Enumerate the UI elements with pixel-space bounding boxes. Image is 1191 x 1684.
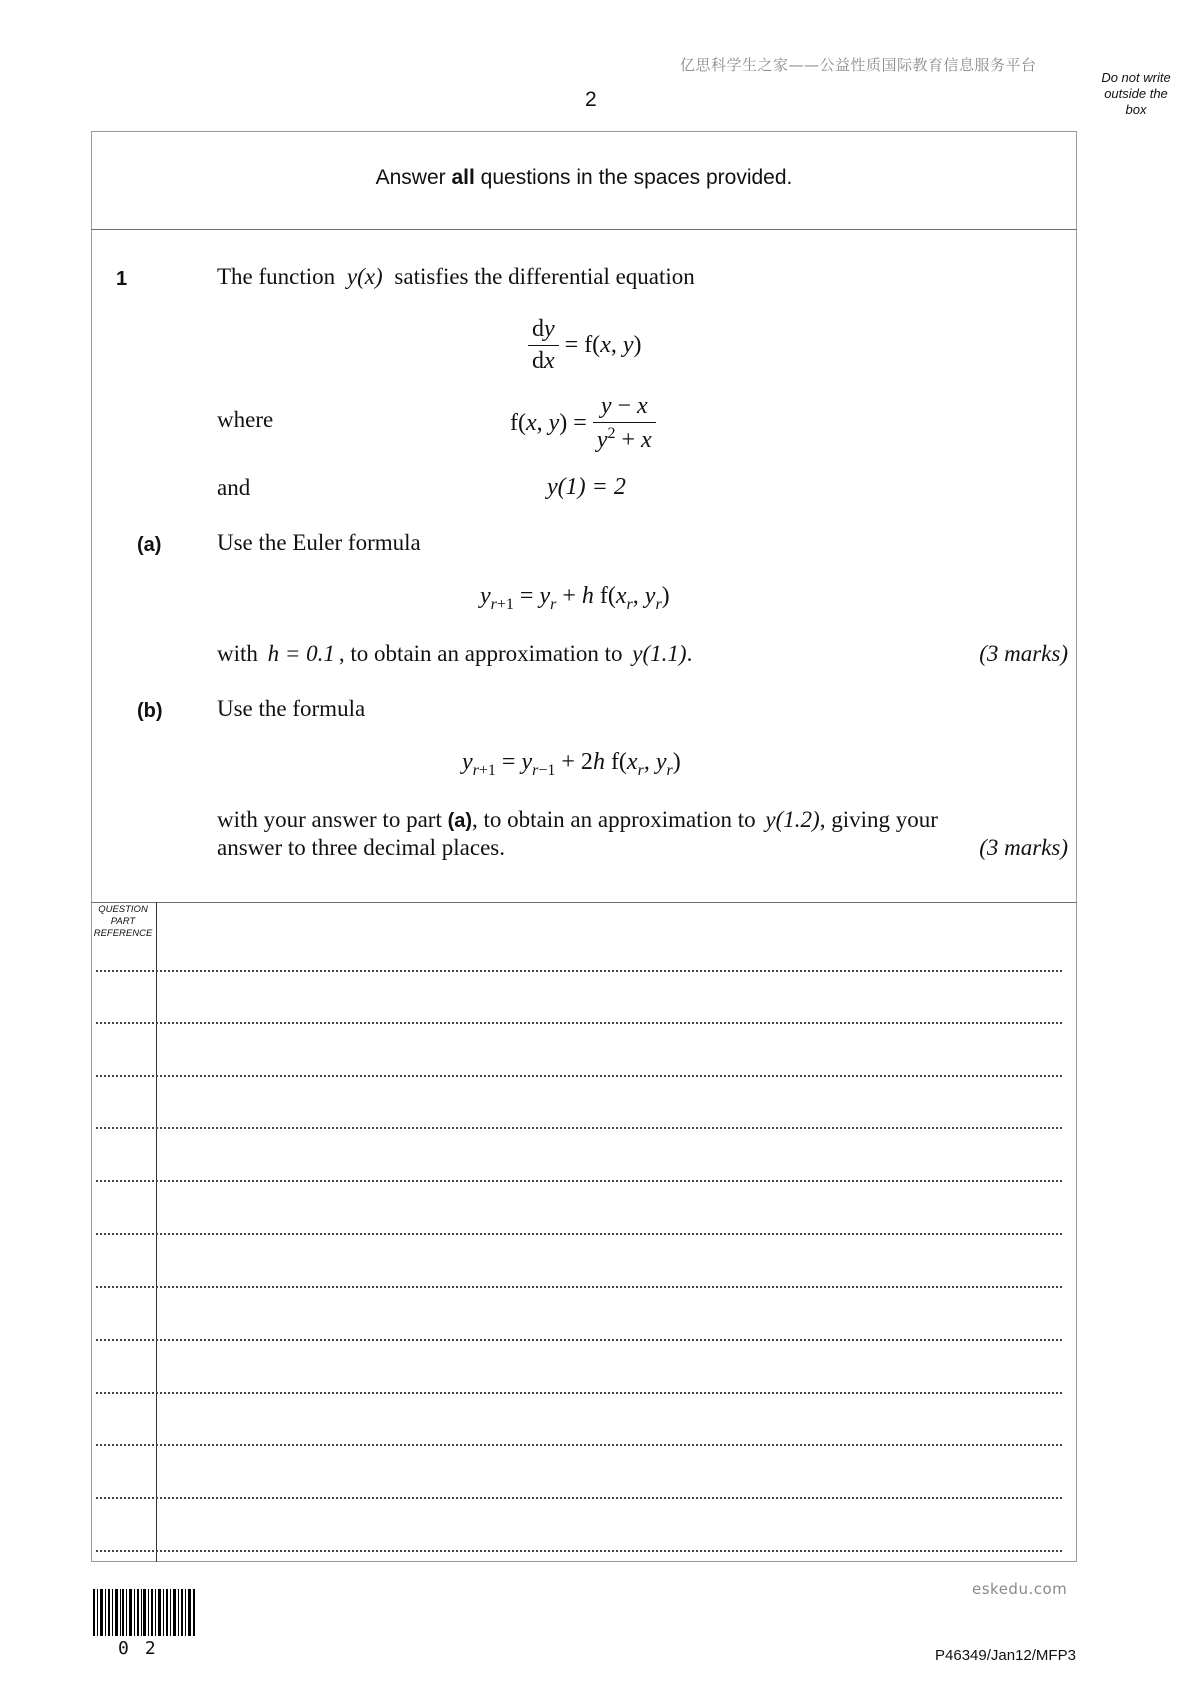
answer-area-separator xyxy=(91,902,1077,903)
reference-column-divider xyxy=(156,902,157,1562)
qpr-word: QUESTION xyxy=(98,904,148,915)
part-b-target: y(1.2) xyxy=(765,807,820,832)
question-number: 1 xyxy=(116,268,128,290)
paper-reference: P46349/Jan12/MFP3 xyxy=(935,1647,1076,1664)
step-size: h = 0.1 xyxy=(267,641,335,666)
answer-line[interactable] xyxy=(96,1127,1062,1129)
instruction-text xyxy=(91,166,1077,190)
part-a-label: (a) xyxy=(137,534,162,556)
page-number: 2 xyxy=(585,88,597,111)
part-a-lead: Use the Euler formula xyxy=(217,530,421,555)
answer-line[interactable] xyxy=(96,1022,1062,1024)
part-b-label: (b) xyxy=(137,700,163,722)
part-b-instruction-line2: answer to three decimal places. xyxy=(217,835,506,860)
instruction-before: Answer xyxy=(375,166,452,189)
differential-equation: $\frac{dy}{dx}$ = f(x, y) xyxy=(528,316,642,375)
answer-line[interactable] xyxy=(96,1075,1062,1077)
function-fraction: $\frac{y - x}{y^2 + x}$ xyxy=(593,393,656,454)
answer-line[interactable] xyxy=(96,1550,1062,1552)
part-b-end: , giving your xyxy=(819,807,938,832)
part-a-reference: (a) xyxy=(447,810,473,832)
part-b-lead: Use the formula xyxy=(217,696,366,721)
intro-after: satisfies the differential equation xyxy=(394,264,695,289)
header-watermark: 亿思科学生之家——公益性质国际教育信息服务平台 xyxy=(680,56,1037,74)
intro-before: The function xyxy=(217,264,336,289)
answer-line[interactable] xyxy=(96,1339,1062,1341)
euler-formula: $y_{r+1} = y_r + h$ $f(x_r$, $y_r$) xyxy=(480,583,670,613)
answer-line[interactable] xyxy=(96,970,1062,972)
barcode xyxy=(93,1589,195,1636)
and-label: and xyxy=(217,475,251,500)
question-intro xyxy=(217,264,695,290)
function-definition: f(x, y) = $\frac{y - x}{y^2 + x}$ xyxy=(510,393,656,454)
dy-dx-fraction: $\frac{dy}{dx}$ xyxy=(528,316,559,375)
part-b-marks: (3 marks) xyxy=(979,835,1068,860)
margin-note-line: box xyxy=(1125,102,1147,117)
part-b-approx: , to obtain an approximation to xyxy=(472,807,756,832)
instruction-separator xyxy=(91,229,1077,230)
barcode-number: 02 xyxy=(118,1638,172,1659)
margin-note xyxy=(1088,70,1184,118)
part-a-end: . xyxy=(686,641,693,666)
instruction-emphasis: all xyxy=(451,166,475,189)
answer-line[interactable] xyxy=(96,1444,1062,1446)
part-a-instruction xyxy=(217,641,692,667)
where-label: where xyxy=(217,407,274,432)
answer-line[interactable] xyxy=(96,1392,1062,1394)
qpr-word: REFERENCE xyxy=(93,928,153,939)
initial-condition: y(1) = 2 xyxy=(547,474,626,500)
answer-line[interactable] xyxy=(96,1233,1062,1235)
margin-note-line: outside the xyxy=(1104,86,1168,101)
answer-line[interactable] xyxy=(96,1180,1062,1182)
answer-line[interactable] xyxy=(96,1286,1062,1288)
qpr-word: PART xyxy=(110,916,136,927)
part-a-marks: (3 marks) xyxy=(979,641,1068,666)
footer-watermark: eskedu.com xyxy=(972,1580,1068,1598)
part-b-instruction-line1 xyxy=(217,807,938,833)
part-b-with: with your answer to part xyxy=(217,807,442,832)
answer-line[interactable] xyxy=(96,1497,1062,1499)
part-a-approx: , to obtain an approximation to xyxy=(338,641,623,666)
intro-function: y(x) xyxy=(346,264,383,289)
midpoint-formula: $y_{r+1} = y_{r-1} + 2h$ $f(x_r$, $y_r$) xyxy=(462,749,681,779)
question-part-reference-label xyxy=(91,904,155,940)
part-a-target: y(1.1) xyxy=(632,641,687,666)
margin-note-line: Do not write xyxy=(1101,70,1171,85)
part-a-with: with xyxy=(217,641,258,666)
instruction-after: questions in the spaces provided. xyxy=(474,166,793,189)
